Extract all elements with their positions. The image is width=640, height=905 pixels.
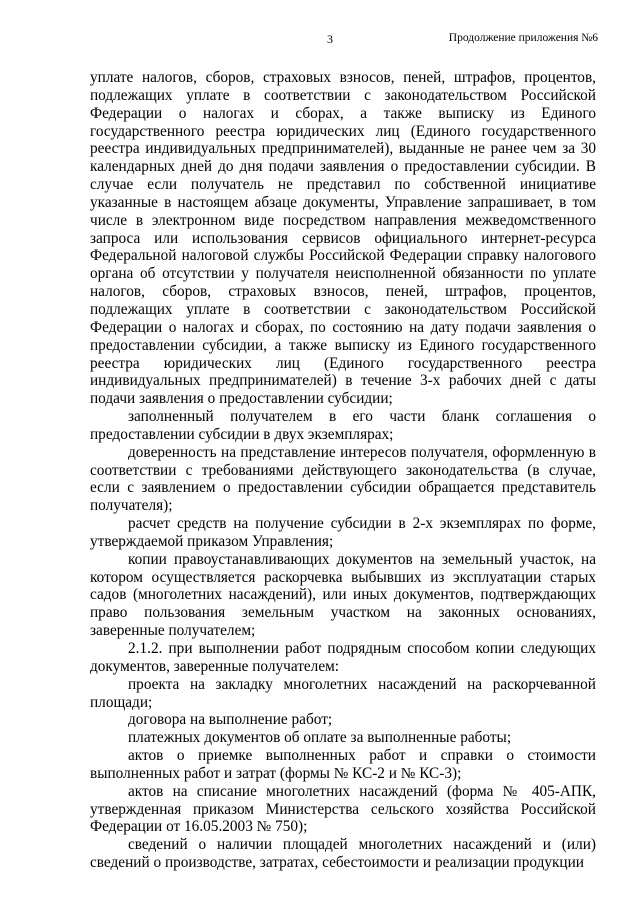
- paragraph: расчет средств на получение субсидии в 2-х экземплярах по форме, утверждаемой приказом Управления;: [90, 515, 596, 550]
- paragraph: уплате налогов, сборов, страховых взносов, пеней, штрафов, процентов, подлежащих уплате в соответствии с законодательством Российской Федерации о налогах и сборах, а также выписку из Единого государственного реестра юридических лиц (Единого государственного реестра индивидуальных предпринимателей), выданные не ранее чем за 30 календарных дней до дня подачи заявления о предоставлении субсидии. В случае если получатель не представил по собственной инициативе указанные в настоящем абзаце документы, Управление запрашивает, в том числе в электронном виде посредством направления межведомственного запроса или использования сервисов официального интернет-ресурса Федеральной налоговой службы Российской Федерации справку налогового органа об отсутствии у получателя неисполненной обязанности по уплате налогов, сборов, страховых взносов, пеней, штрафов, процентов, подлежащих уплате в соответствии с законодательством Российской Федерации о налогах и сборах, по состоянию на дату подачи заявления о предоставлении субсидии, а также выписку из Единого государственного реестра юридических лиц (Единого государственного реестра индивидуальных предпринимателей) в течение 3-х рабочих дней с даты подачи заявления о предоставлении субсидии;: [90, 69, 596, 408]
- paragraph: актов о приемке выполненных работ и справки о стоимости выполненных работ и затрат (формы № КС-2 и № КС-3);: [90, 747, 596, 782]
- paragraph: заполненный получателем в его части бланк соглашения о предоставлении субсидии в двух экземплярах;: [90, 408, 596, 443]
- page-header: [0, 32, 640, 52]
- document-body: [90, 69, 596, 872]
- paragraph: платежных документов об оплате за выполненные работы;: [128, 729, 512, 747]
- paragraph: 2.1.2. при выполнении работ подрядным способом копии следующих документов, заверенные получателем:: [90, 640, 596, 675]
- paragraph: сведений о наличии площадей многолетних насаждений и (или) сведений о производстве, затратах, себестоимости и реализации продукции: [90, 836, 596, 872]
- paragraph: договора на выполнение работ;: [128, 711, 333, 729]
- page-number: 3: [327, 32, 333, 46]
- paragraph: доверенность на представление интересов получателя, оформленную в соответствии с требованиями действующего законодательства (в случае, если с заявлением о предоставлении субсидии обращается представитель получателя);: [90, 443, 596, 515]
- paragraph: актов на списание многолетних насаждений (форма № 405-АПК, утвержденная приказом Министерства сельского хозяйства Российской Федерации от 16.05.2003 № 750);: [90, 782, 596, 836]
- paragraph: копии правоустанавливающих документов на земельный участок, на котором осуществляется раскорчевка выбывших из эксплуатации старых садов (многолетних насаждений), или иных документов, подтверждающих право пользования земельным участком на законных основаниях, заверенные получателем;: [90, 550, 596, 640]
- paragraph: проекта на закладку многолетних насаждений на раскорчеванной площади;: [90, 675, 596, 711]
- appendix-note: Продолжение приложения №6: [448, 32, 598, 44]
